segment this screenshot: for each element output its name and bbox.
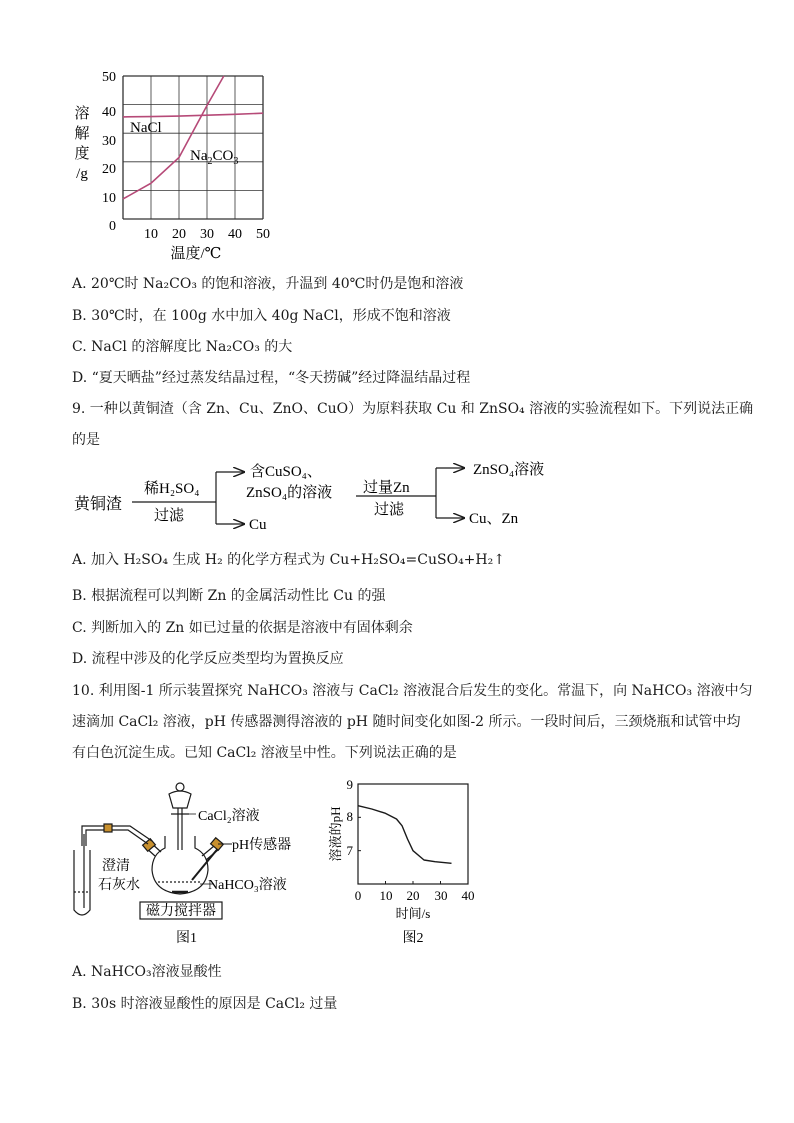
- funnel-body: [169, 791, 191, 808]
- tube-connector: [104, 824, 112, 832]
- fig2-plot-frame: [358, 784, 468, 884]
- fig2-y-axis-label: 溶液的pH: [328, 806, 343, 862]
- q9-flow-diagram: [66, 454, 566, 540]
- flow-solid-2: Cu、Zn: [469, 511, 519, 527]
- ph-curve: [358, 806, 452, 864]
- flow-reagent-2: 过量Zn: [363, 480, 410, 496]
- y-tick-label: 9: [346, 777, 353, 792]
- fig2-ph-chart: [322, 774, 502, 950]
- q10-stem-cont: 有白色沉淀生成。已知 CaCl₂ 溶液呈中性。下列说法正确的是: [72, 745, 457, 761]
- x-tick-label: 10: [144, 227, 158, 242]
- x-tick-label: 50: [256, 227, 270, 242]
- na2co3-solubility-curve: [123, 76, 224, 199]
- q10-stem-cont: 速滴加 CaCl₂ 溶液，pH 传感器测得溶液的 pH 随时间变化如图-2 所示。一段时间后，三颈烧瓶和试管中均: [72, 714, 741, 730]
- fig1-apparatus: [66, 774, 316, 950]
- q8-option-b: B. 30℃时，在 100g 水中加入 40g NaCl，形成不饱和溶液: [72, 308, 451, 324]
- x-tick-label: 40: [461, 888, 475, 903]
- fig1-caption: 图1: [176, 931, 197, 946]
- y-axis-label-char: /g: [76, 166, 88, 182]
- funnel-stopper: [176, 783, 184, 791]
- na2co3-curve-label: $Na_2CO_3$: [190, 148, 239, 167]
- solubility-chart: [66, 66, 286, 266]
- q9-option-c: C. 判断加入的 Zn 如已过量的依据是溶液中有固体剩余: [72, 620, 413, 636]
- q8-option-c: C. NaCl 的溶解度比 Na₂CO₃ 的大: [72, 339, 293, 355]
- y-tick-label: 0: [109, 219, 116, 234]
- ph-sensor-probe: [192, 846, 220, 880]
- label-limewater-2: 石灰水: [98, 878, 140, 893]
- q10-option-b: B. 30s 时溶液显酸性的原因是 CaCl₂ 过量: [72, 996, 338, 1012]
- fig2-x-axis-label: 时间/s: [395, 906, 431, 921]
- nacl-curve-label: NaCl: [130, 120, 162, 136]
- q9-stem: 9. 一种以黄铜渣（含 Zn、Cu、ZnO、CuO）为原料获取 Cu 和 ZnSO₄ 溶液的实验流程如下。下列说法正确: [72, 401, 754, 417]
- x-tick-label: 0: [354, 888, 362, 903]
- test-tube: [74, 850, 90, 915]
- q8-option-a: A. 20℃时 Na₂CO₃ 的饱和溶液，升温到 40℃时仍是饱和溶液: [72, 276, 464, 292]
- y-axis-label-char: 度: [74, 146, 90, 162]
- y-tick-label: 30: [102, 134, 116, 149]
- y-tick-label: 20: [102, 162, 116, 177]
- flow-start: 黄铜渣: [74, 496, 123, 513]
- x-tick-label: 10: [379, 888, 393, 903]
- fig2-caption: 图2: [402, 931, 424, 946]
- q9-option-d: D. 流程中涉及的化学反应类型均为置换反应: [72, 651, 344, 667]
- q9-option-b: B. 根据流程可以判断 Zn 的金属活动性比 Cu 的强: [72, 588, 386, 604]
- q10-stem: 10. 利用图-1 所示装置探究 NaHCO₃ 溶液与 CaCl₂ 溶液混合后发生的变化。常温下，向 NaHCO₃ 溶液中匀: [72, 683, 753, 699]
- q9-option-a: A. 加入 H₂SO₄ 生成 H₂ 的化学方程式为 Cu+H₂SO₄=CuSO₄+H₂↑: [72, 552, 505, 568]
- y-tick-label: 40: [102, 105, 116, 120]
- y-tick-label: 50: [102, 70, 116, 85]
- x-tick-label: 30: [200, 227, 214, 242]
- flow-mid-line-1: 含CuSO₄、: [250, 464, 322, 480]
- label-ph-sensor: pH传感器: [232, 838, 292, 853]
- label-cacl2: CaCl₂溶液: [198, 809, 260, 824]
- nacl-solubility-curve: [123, 113, 263, 117]
- flow-reagent-1: 稀H₂SO₄: [144, 481, 200, 497]
- flow-op-2: 过滤: [374, 502, 405, 518]
- three-neck-flask: [152, 836, 208, 894]
- q10-option-a: A. NaHCO₃溶液显酸性: [72, 964, 222, 980]
- y-tick-label: 8: [346, 809, 353, 824]
- x-tick-label: 40: [228, 227, 242, 242]
- q9-stem-cont: 的是: [72, 432, 100, 448]
- flow-product: ZnSO₄溶液: [473, 462, 545, 478]
- x-axis-label: 温度/℃: [170, 246, 222, 262]
- label-limewater-1: 澄清: [102, 859, 130, 874]
- label-stirrer: 磁力搅拌器: [146, 904, 216, 919]
- flow-solid-1: Cu: [249, 517, 267, 533]
- y-axis-label-char: 解: [74, 126, 90, 142]
- label-nahco3: NaHCO₃溶液: [208, 878, 287, 893]
- x-tick-label: 20: [406, 888, 420, 903]
- flow-op-1: 过滤: [154, 508, 185, 524]
- rubber-stopper: [143, 839, 156, 852]
- y-tick-label: 10: [102, 191, 116, 206]
- y-axis-label-char: 溶: [74, 106, 90, 122]
- y-tick-label: 7: [346, 843, 353, 858]
- x-tick-label: 30: [434, 888, 448, 903]
- q8-option-d: D. “夏天晒盐”经过蒸发结晶过程，“冬天捞碱”经过降温结晶过程: [72, 370, 471, 386]
- x-tick-label: 20: [172, 227, 186, 242]
- flow-mid-line-2: ZnSO₄的溶液: [246, 485, 333, 501]
